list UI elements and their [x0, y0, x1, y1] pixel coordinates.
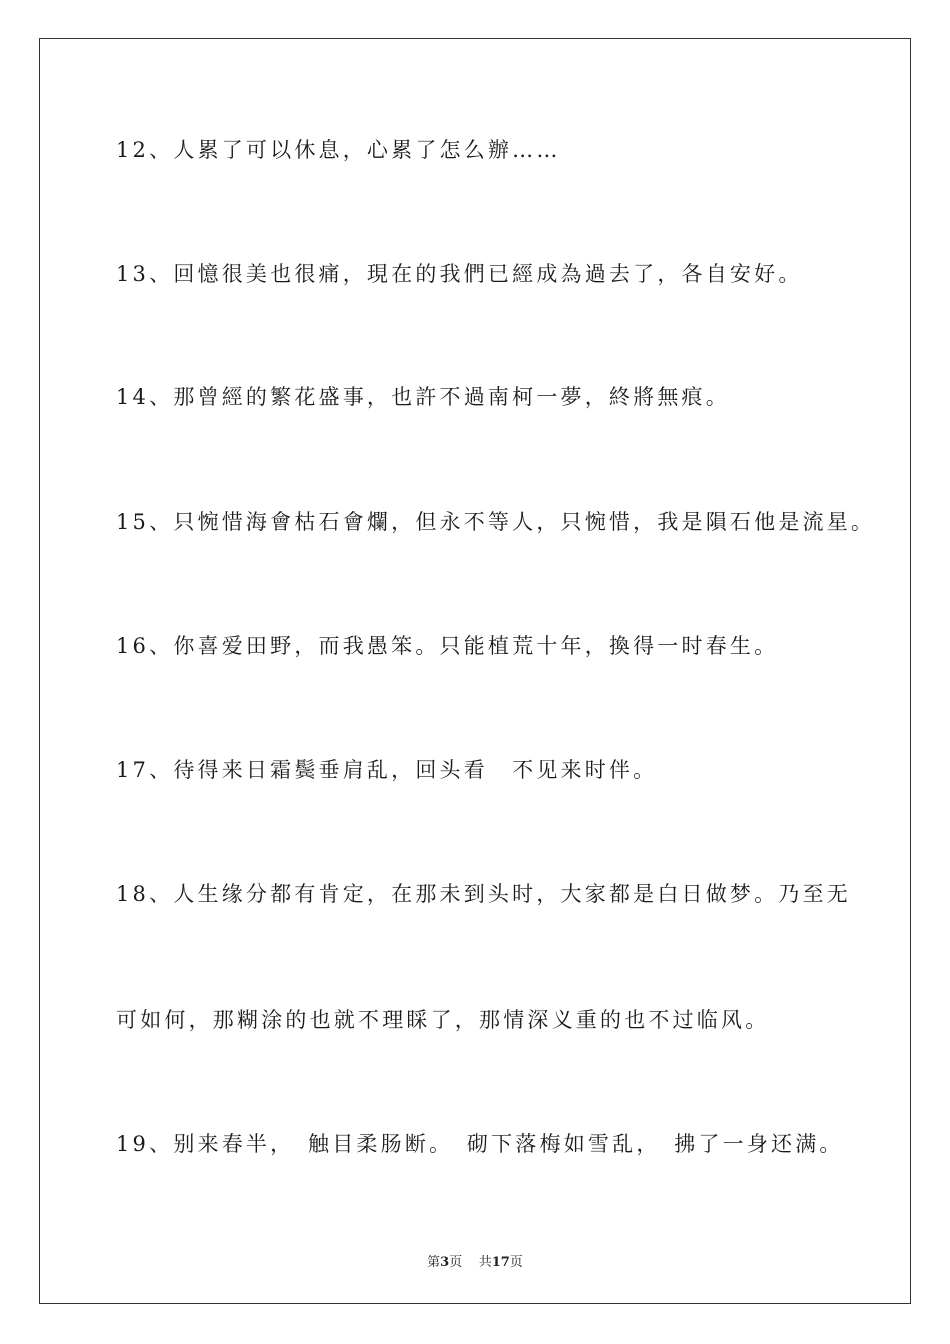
page-footer — [0, 1251, 950, 1270]
text-line-17: 17、待得来日霜鬓垂肩乱，回头看 不见来时伴。 — [116, 758, 658, 782]
page-border — [39, 38, 911, 1304]
text-line-19: 19、别来春半， 触目柔肠断。 砌下落梅如雪乱， 拂了一身还满。 — [116, 1132, 844, 1156]
footer-total-pages: 17 — [491, 1255, 510, 1270]
footer-total-prefix: 共 — [478, 1255, 492, 1270]
footer-page-suffix: 页 — [449, 1255, 463, 1270]
text-line-12: 12、人累了可以休息，心累了怎么辦…… — [116, 138, 561, 162]
footer-page-prefix: 第 — [427, 1255, 441, 1270]
text-line-16: 16、你喜爱田野，而我愚笨。只能植荒十年，換得一时春生。 — [116, 634, 779, 658]
text-line-18b: 可如何，那糊涂的也就不理睬了，那情深义重的也不过临风。 — [116, 1008, 770, 1032]
text-line-18a: 18、人生缘分都有肯定，在那未到头时，大家都是白日做梦。乃至无 — [116, 882, 851, 906]
footer-total-suffix: 页 — [509, 1255, 523, 1270]
footer-current-page: 3 — [440, 1255, 450, 1270]
text-line-14: 14、那曾經的繁花盛事，也許不過南柯一夢，終將無痕。 — [116, 385, 730, 409]
text-line-15: 15、只惋惜海會枯石會爛，但永不等人，只惋惜，我是隕石他是流星。 — [116, 510, 876, 534]
text-line-13: 13、回憶很美也很痛，現在的我們已經成為過去了，各自安好。 — [116, 262, 803, 286]
